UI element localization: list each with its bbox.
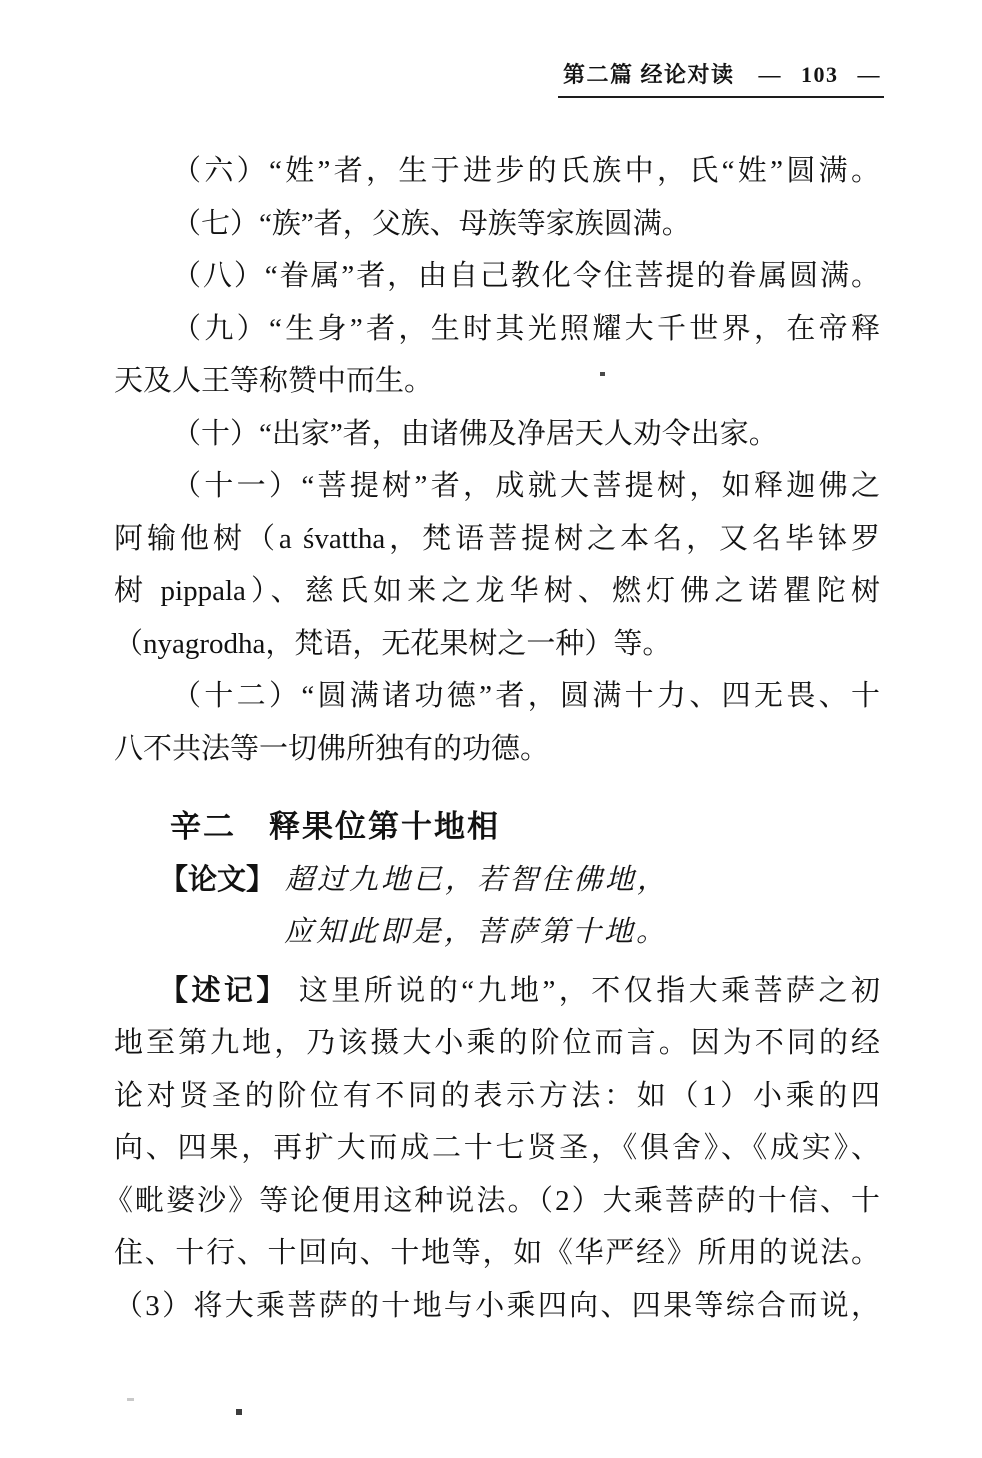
body-line: （3）将大乘菩萨的十地与小乘四向、四果等综合而说，	[114, 1289, 880, 1322]
verse-text: 超过九地已，若智住佛地，	[285, 863, 670, 896]
page-content	[104, 145, 880, 1332]
shuji-text: 这里所说的“九地”，不仅指大乘菩萨之初	[298, 974, 880, 1007]
shuji-label: 【述记】	[159, 974, 289, 1007]
body-line: 向、四果，再扩大而成二十七贤圣，《俱舍》、《成实》、	[114, 1132, 880, 1164]
body-line: （十）“出家”者，由诸佛及净居天人劝令出家。	[172, 417, 778, 450]
section-title: 第二篇 经论对读	[562, 62, 735, 87]
page-number: — 103 —	[758, 62, 881, 87]
body-line: （十二）“圆满诸功德”者，圆满十力、四无畏、十	[172, 680, 880, 712]
body-line: （七）“族”者，父族、母族等家族圆满。	[172, 207, 691, 240]
scan-speck	[127, 1398, 134, 1401]
body-line: 论对贤圣的阶位有不同的表示方法：如（1）小乘的四	[114, 1079, 880, 1112]
scan-speck	[600, 372, 605, 376]
body-line: 天及人王等称赞中而生。	[114, 365, 434, 397]
body-line: （十一）“菩提树”者，成就大菩提树，如释迦佛之	[172, 470, 880, 502]
body-line: 地至第九地，乃该摄大小乘的阶位而言。因为不同的经	[114, 1027, 880, 1059]
body-line: 树 pippala）、慈氏如来之龙华树、燃灯佛之诺瞿陀树	[114, 575, 880, 607]
running-header-inner	[558, 62, 884, 98]
running-header	[0, 62, 884, 98]
body-line: 住、十行、十回向、十地等，如《华严经》所用的说法。	[114, 1237, 880, 1269]
verse-line	[114, 854, 880, 907]
section-heading: 辛二 释果位第十地相	[170, 809, 500, 844]
shuji-intro-line	[114, 965, 880, 1018]
body-line: （六）“姓”者，生于进步的氏族中，氏“姓”圆满。	[172, 155, 880, 187]
body-line: （九）“生身”者，生时其光照耀大千世界，在帝释	[172, 312, 880, 345]
scan-speck	[236, 1409, 242, 1415]
body-line: 《毗婆沙》等论便用这种说法。（2）大乘菩萨的十信、十	[104, 1184, 880, 1217]
body-line: （八）“眷属”者，由自己教化令住菩提的眷属圆满。	[172, 260, 880, 292]
lunwen-label: 【论文】	[159, 863, 276, 896]
body-line: 八不共法等一切佛所独有的功德。	[114, 732, 550, 765]
body-line: （nyagrodha，梵语，无花果树之一种）等。	[114, 627, 672, 660]
body-line: 阿输他树（a śvattha，梵语菩提树之本名，又名毕钵罗	[114, 522, 880, 555]
verse-line: 应知此即是，菩萨第十地。	[284, 916, 669, 948]
